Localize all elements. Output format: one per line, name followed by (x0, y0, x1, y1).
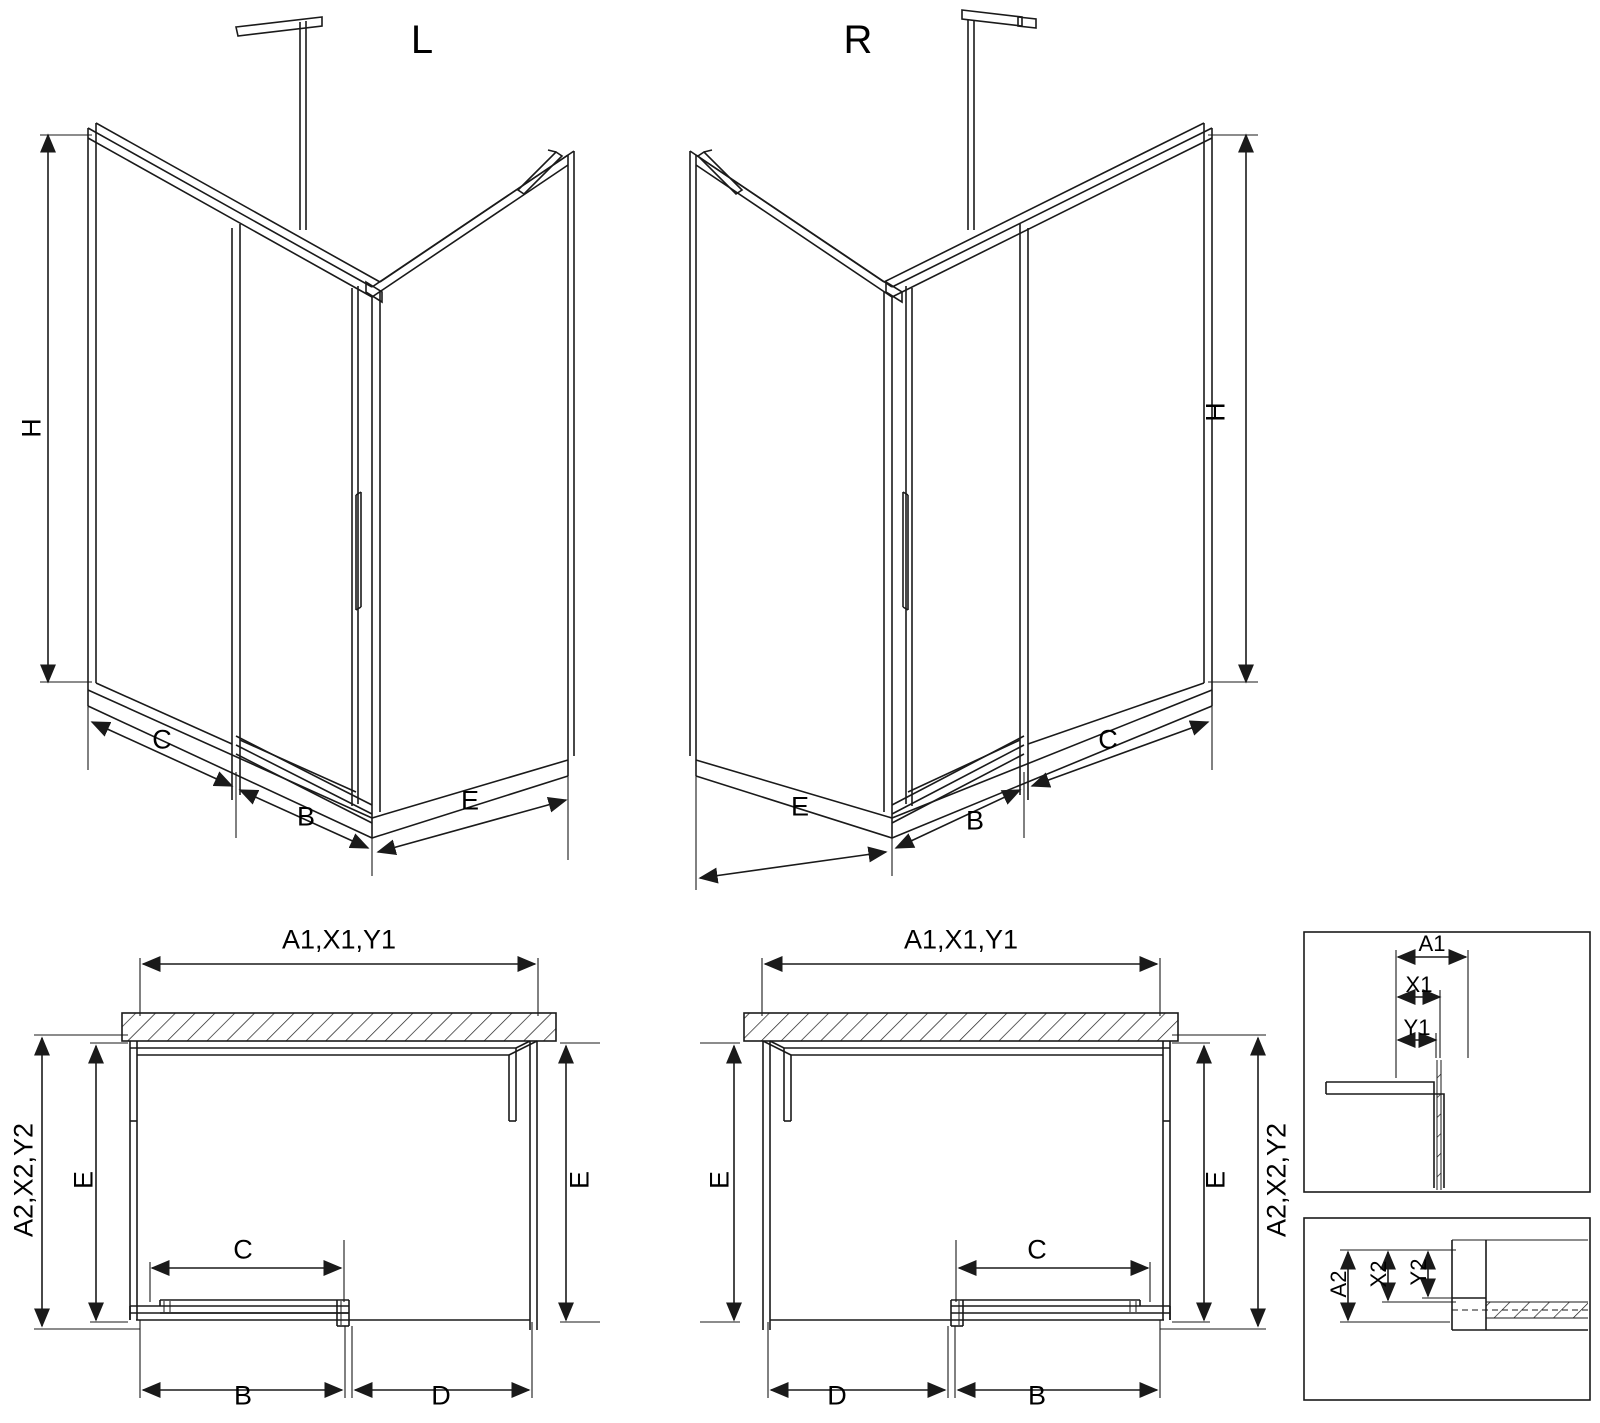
iso-right-height-label: H (1200, 402, 1231, 422)
plan-left-inner-e-label: E (68, 1170, 99, 1190)
detail-bottom-geometry (1304, 1218, 1590, 1400)
plan-right-inner-e-label: E (1200, 1170, 1231, 1190)
plan-right-outer-dimension-label: A2,X2,Y2 (1261, 1122, 1292, 1238)
plan-right-c-label: C (1027, 1234, 1047, 1265)
detail-bottom-a2-label: A2 (1326, 1270, 1351, 1298)
iso-left-door-label: B (296, 801, 316, 832)
iso-left-height-label: H (16, 418, 47, 438)
iso-right-side-label: C (1098, 724, 1118, 755)
iso-right-front-label: E (790, 791, 810, 822)
detail-top-geometry (1304, 932, 1590, 1192)
detail-bottom-y2-label: Y2 (1406, 1258, 1431, 1286)
plan-left-right-e-label: E (564, 1170, 595, 1190)
plan-left-b-label: B (233, 1380, 253, 1411)
plan-right-top-dimension-label: A1,X1,Y1 (903, 924, 1019, 955)
plan-right-b-label: B (1027, 1380, 1047, 1411)
iso-left-geometry (40, 17, 574, 876)
plan-right-geometry (700, 958, 1266, 1398)
plan-left-top-dimension-label: A1,X1,Y1 (281, 924, 397, 955)
plan-left-outer-dimension-label: A2,X2,Y2 (8, 1122, 39, 1238)
iso-right-view-label: R (843, 18, 873, 62)
iso-left-front-label: E (460, 785, 480, 816)
detail-bottom-x2-label: X2 (1366, 1260, 1391, 1288)
iso-left-view-label: L (410, 18, 434, 62)
plan-left-geometry (34, 958, 600, 1398)
detail-top-x1-label: X1 (1405, 972, 1433, 997)
detail-top-a1-label: A1 (1418, 931, 1446, 956)
iso-right-geometry (690, 10, 1258, 890)
plan-left-d-label: D (431, 1380, 451, 1411)
plan-right-left-e-label: E (704, 1170, 735, 1190)
iso-left-side-label: C (152, 724, 172, 755)
iso-right-door-label: B (965, 805, 985, 836)
plan-left-c-label: C (233, 1234, 253, 1265)
plan-right-d-label: D (827, 1380, 847, 1411)
detail-top-y1-label: Y1 (1403, 1015, 1431, 1040)
